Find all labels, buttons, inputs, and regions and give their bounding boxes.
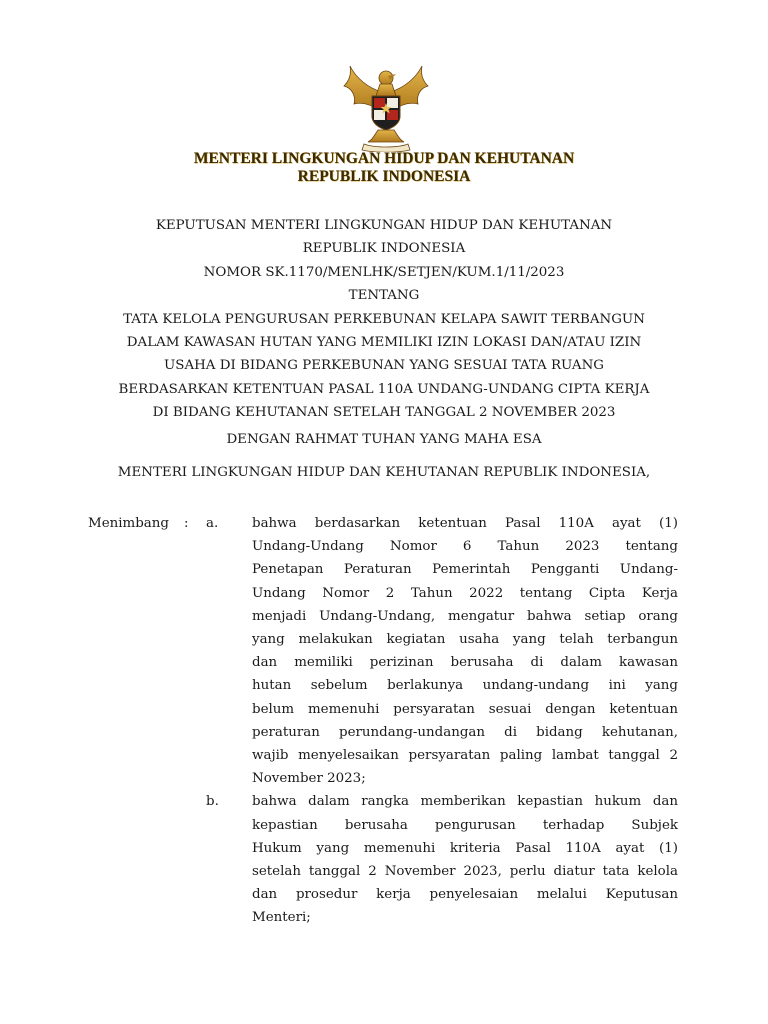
ministry-header — [0, 150, 768, 186]
rahmat-line: DENGAN RAHMAT TUHAN YANG MAHA ESA — [226, 432, 542, 447]
decree-number: NOMOR SK.1170/MENLHK/SETJEN/KUM.1/11/2023 — [203, 264, 565, 280]
text-line: Undang-Undang Nomor 6 Tahun 2023 tentang — [252, 539, 678, 555]
item-marker: b. — [206, 794, 219, 810]
text-line: November 2023; — [252, 771, 366, 787]
text-line: bahwa berdasarkan ketentuan Pasal 110A ayat (1) — [252, 516, 678, 531]
text-line: dan prosedur kerja penyelesaian melalui Keputusan — [252, 887, 678, 903]
text-line: setelah tanggal 2 November 2023, perlu diatur tata kelola — [252, 864, 678, 880]
ministry-line-1: MENTERI LINGKUNGAN HIDUP DAN KEHUTANAN — [193, 150, 575, 167]
title-subject-3: USAHA DI BIDANG PERKEBUNAN YANG SESUAI TATA RUANG — [163, 358, 604, 374]
considering-section — [88, 512, 688, 930]
decree-title — [60, 214, 708, 425]
text-line: Undang Nomor 2 Tahun 2022 tentang Cipta Kerja — [252, 585, 678, 601]
text-line: bahwa dalam rangka memberikan kepastian hukum dan — [252, 794, 678, 810]
menteri-line: MENTERI LINGKUNGAN HIDUP DAN KEHUTANAN REPUBLIK INDONESIA, — [117, 465, 651, 480]
considering-label-spacer — [88, 790, 184, 929]
title-line-2: REPUBLIK INDONESIA — [302, 241, 466, 257]
title-subject-5: DI BIDANG KEHUTANAN SETELAH TANGGAL 2 NOVEMBER 2023 — [152, 405, 616, 421]
text-line: Penetapan Peraturan Pemerintah Pengganti Undang- — [252, 562, 678, 578]
item-text — [252, 790, 678, 929]
text-line: peraturan perundang-undangan di bidang kehutanan, — [252, 724, 678, 740]
item-marker: a. — [206, 516, 219, 531]
considering-colon: : — [184, 516, 189, 531]
item-text — [252, 512, 678, 790]
considering-label: Menimbang — [88, 516, 169, 531]
title-tentang: TENTANG — [348, 288, 420, 304]
ministry-line-2: REPUBLIK INDONESIA — [297, 168, 471, 185]
text-line: Menteri; — [252, 910, 311, 926]
text-line: belum memenuhi persyaratan sesuai dengan ketentuan — [252, 701, 678, 717]
considering-item-b — [88, 790, 688, 929]
text-line: Hukum yang memenuhi kriteria Pasal 110A ayat (1) — [252, 840, 678, 856]
text-line: yang melakukan kegiatan usaha yang telah terbangun — [252, 632, 678, 648]
title-line-1: KEPUTUSAN MENTERI LINGKUNGAN HIDUP DAN KEHUTANAN — [155, 218, 613, 233]
title-subject-4: BERDASARKAN KETENTUAN PASAL 110A UNDANG-UNDANG CIPTA KERJA — [118, 381, 650, 397]
text-line: kepastian berusaha pengurusan terhadap Subjek — [252, 817, 678, 833]
title-subject-1: TATA KELOLA PENGURUSAN PERKEBUNAN KELAPA SAWIT TERBANGUN — [123, 311, 645, 327]
text-line: menjadi Undang-Undang, mengatur bahwa setiap orang — [252, 608, 678, 624]
text-line: hutan sebelum berlakunya undang-undang ini yang — [252, 678, 678, 694]
considering-item-a — [88, 512, 688, 790]
title-subject-2: DALAM KAWASAN HUTAN YANG MEMILIKI IZIN LOKASI DAN/ATAU IZIN — [126, 335, 642, 351]
considering-colon-spacer — [184, 790, 206, 929]
garuda-emblem-icon — [338, 62, 434, 152]
text-line: wajib menyelesaikan persyaratan paling lambat tanggal 2 — [252, 748, 678, 764]
text-line: dan memiliki perizinan berusaha di dalam kawasan — [252, 655, 678, 671]
